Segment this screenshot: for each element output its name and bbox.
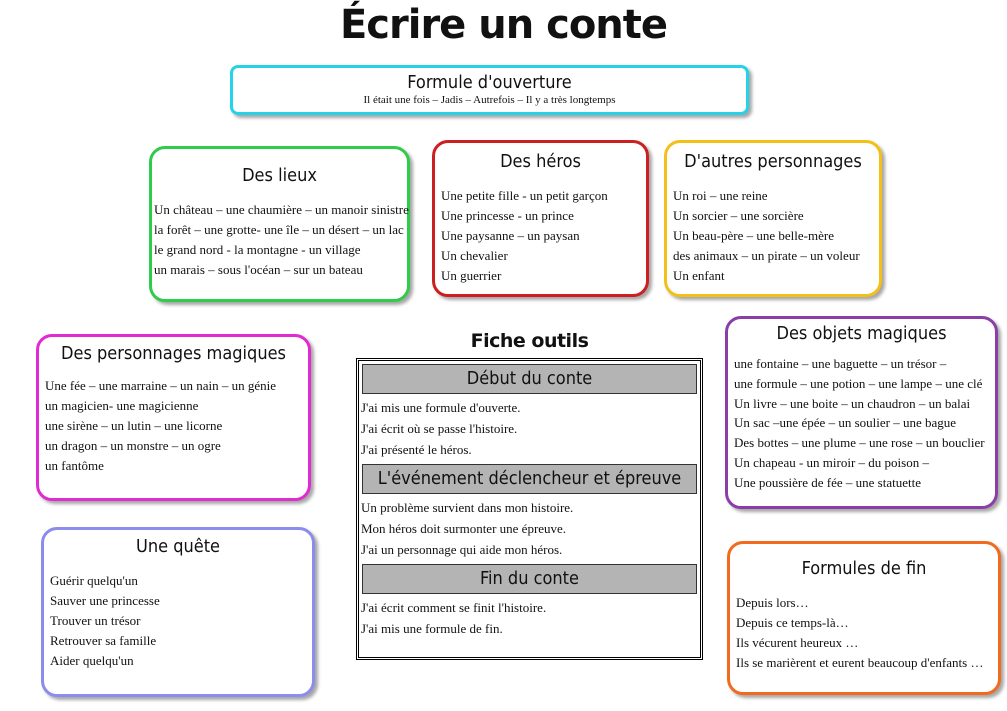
- quete-list: [44, 571, 312, 671]
- formule-ouverture-text: Il était une fois – Jadis – Autrefois – Il y a très longtemps: [363, 94, 616, 106]
- list-item: Une poussière de fée – une statuette: [734, 474, 921, 490]
- list-item: Un guerrier: [441, 268, 502, 283]
- list-item: Ils vécurent heureux …: [736, 635, 859, 650]
- lieux-title: Des lieux: [242, 165, 317, 186]
- list-item: Retrouver sa famille: [50, 633, 157, 648]
- formule-ouverture-box: [230, 65, 749, 115]
- list-item: Depuis lors…: [736, 595, 809, 610]
- list-item: Guérir quelqu'un: [50, 573, 138, 588]
- quete-title: Une quête: [135, 536, 221, 557]
- list-item: Un beau-père – une belle-mère: [673, 228, 834, 243]
- list-item: le grand nord - la montagne - un village: [154, 242, 361, 257]
- heros-title: Des héros: [500, 151, 581, 172]
- objets-magiques-title: Des objets magiques: [776, 323, 947, 344]
- checklist-item: Un problème survient dans mon histoire.: [361, 500, 574, 515]
- list-item: Un enfant: [673, 268, 725, 283]
- checklist-item: J'ai écrit comment se finit l'histoire.: [361, 600, 547, 615]
- checklist-item: J'ai mis une formule de fin.: [361, 621, 503, 636]
- formule-ouverture-title: Formule d'ouverture: [407, 72, 572, 93]
- fiche-section-list: [359, 494, 700, 561]
- list-item: Ils se marièrent et eurent beaucoup d'enfants …: [736, 655, 984, 670]
- list-item: Un chevalier: [441, 248, 508, 263]
- quete-box: [41, 527, 315, 697]
- list-item: Un livre – une boite – un chaudron – un balai: [734, 395, 971, 411]
- checklist-item: J'ai présenté le héros.: [361, 442, 472, 457]
- autres-personnages-list: [667, 186, 879, 286]
- objets-magiques-list: [728, 354, 995, 493]
- list-item: Une petite fille - un petit garçon: [441, 188, 608, 203]
- heros-list: [435, 186, 646, 286]
- list-item: Un roi – une reine: [673, 188, 768, 203]
- list-item: Sauver une princesse: [50, 593, 160, 608]
- formules-fin-box: [727, 541, 1001, 695]
- list-item: Trouver un trésor: [50, 613, 141, 628]
- page-title: Écrire un conte: [339, 2, 668, 48]
- list-item: Aider quelqu'un: [50, 653, 134, 668]
- list-item: une formule – une potion – une lampe – une clé: [734, 375, 983, 391]
- checklist-item: Mon héros doit surmonter une épreuve.: [361, 521, 567, 536]
- list-item: Une fée – une marraine – un nain – un génie: [45, 378, 277, 393]
- list-item: Un sac –une épée – un soulier – une bague: [734, 415, 957, 431]
- fiche-outils-table: [356, 358, 703, 660]
- autres-personnages-box: [664, 140, 882, 297]
- list-item: Un château – une chaumière – un manoir sinistre: [154, 202, 409, 217]
- personnages-magiques-list: [39, 376, 308, 476]
- autres-personnages-title: D'autres personnages: [684, 151, 862, 172]
- list-item: un magicien- une magicienne: [45, 398, 199, 413]
- list-item: un dragon – un monstre – un ogre: [45, 438, 221, 453]
- lieux-box: [149, 146, 410, 302]
- list-item: un fantôme: [45, 458, 104, 473]
- personnages-magiques-box: [36, 334, 311, 501]
- checklist-item: J'ai mis une formule d'ouverte.: [361, 400, 521, 415]
- fiche-section-heading: Début du conte: [362, 364, 697, 394]
- heros-box: [432, 140, 649, 297]
- formules-fin-list: [730, 593, 998, 673]
- checklist-item: J'ai écrit où se passe l'histoire.: [361, 421, 518, 436]
- fiche-outils-title: Fiche outils: [470, 330, 589, 352]
- fiche-section-heading: L'événement déclencheur et épreuve: [362, 464, 697, 494]
- list-item: Depuis ce temps-là…: [736, 615, 849, 630]
- personnages-magiques-title: Des personnages magiques: [61, 343, 286, 364]
- list-item: Un chapeau - un miroir – du poison –: [734, 454, 929, 470]
- checklist-item: J'ai un personnage qui aide mon héros.: [361, 542, 563, 557]
- fiche-section-list: [359, 594, 700, 640]
- fiche-section-heading: Fin du conte: [362, 564, 697, 594]
- lieux-list: [152, 200, 407, 280]
- list-item: un marais – sous l'océan – sur un bateau: [154, 262, 363, 277]
- list-item: la forêt – une grotte- une île – un désert – un lac: [154, 222, 404, 237]
- list-item: Des bottes – une plume – une rose – un bouclier: [734, 435, 985, 451]
- fiche-section-list: [359, 394, 700, 461]
- formules-fin-title: Formules de fin: [801, 558, 927, 579]
- list-item: une sirène – un lutin – une licorne: [45, 418, 223, 433]
- list-item: Une princesse - un prince: [441, 208, 574, 223]
- list-item: Un sorcier – une sorcière: [673, 208, 804, 223]
- list-item: Une paysanne – un paysan: [441, 228, 580, 243]
- objets-magiques-box: [725, 316, 998, 509]
- list-item: une fontaine – une baguette – un trésor –: [734, 356, 947, 371]
- list-item: des animaux – un pirate – un voleur: [673, 248, 860, 263]
